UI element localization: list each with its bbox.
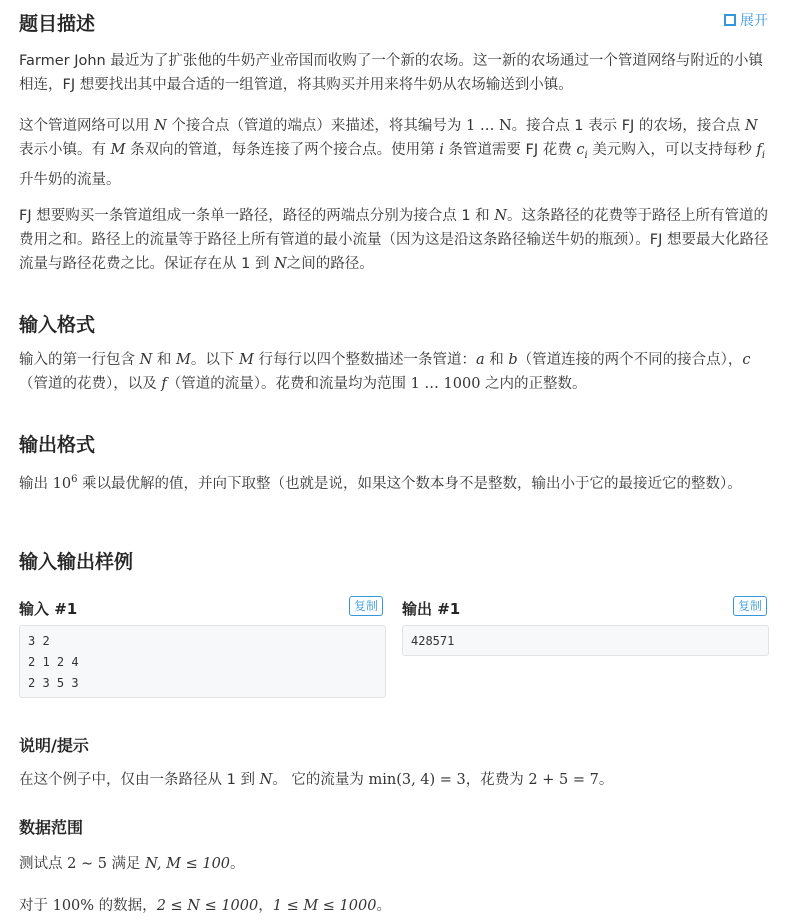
- sample-output-label: 输出 #1: [402, 600, 461, 618]
- input-format-text: 输入的第一行包含 N 和 M。以下 M 行每行以四个整数描述一条管道：a 和 b（管道连接的两个不同的接合点），c（管道的花费），以及 f（管道的流量）。花费和流量均为范围 1 … 1000 之内的正整数。: [19, 352, 751, 392]
- copy-output-button[interactable]: 复制: [733, 596, 767, 616]
- section-title-description: 题目描述: [19, 13, 96, 35]
- sample-input-label: 输入 #1: [19, 600, 78, 618]
- sample-input-line: 3 2: [28, 634, 50, 648]
- expand-icon: [724, 14, 736, 26]
- section-title-output-format: 输出格式: [19, 434, 96, 456]
- sample-input-line: 2 3 5 3: [28, 676, 79, 690]
- section-title-samples: 输入输出样例: [19, 551, 134, 573]
- section-title-hint: 说明/提示: [19, 736, 89, 755]
- range-line-2: 对于 100% 的数据，2 ≤ N ≤ 1000，1 ≤ M ≤ 1000。: [19, 898, 391, 914]
- description-paragraph-2: 这个管道网络可以用 N 个接合点（管道的端点）来描述，将其编号为 1 … N。接合点 1 表示 FJ 的农场，接合点 N 表示小镇。有 M 条双向的管道，每条连接了两个接合点。使用第 i 条管道需要 FJ 花费 $c_i$ 美元购入，可以支持每秒 $f_i$ 升牛奶的流量。: [19, 118, 766, 188]
- sample-input-box[interactable]: [19, 625, 386, 698]
- section-title-input-format: 输入格式: [19, 314, 96, 336]
- sample-input-line: 2 1 2 4: [28, 655, 79, 669]
- description-paragraph-3: FJ 想要购买一条管道组成一条单一路径，路径的两端点分别为接合点 1 和 N。这条路径的花费等于路径上所有管道的费用之和。路径上的流量等于路径上所有管道的最小流量（因为这是沿这条路径输送牛奶的瓶颈）。FJ 想要最大化路径流量与路径花费之比。保证存在从 1 到 N之间的路径。: [19, 208, 769, 272]
- output-format-text: 输出 $10^6$ 乘以最优解的值，并向下取整（也就是说，如果这个数本身不是整数，输出小于它的最接近它的整数）。: [19, 474, 742, 492]
- description-paragraph-1: Farmer John 最近为了扩张他的牛奶产业帝国而收购了一个新的农场。这一新的农场通过一个管道网络与附近的小镇相连，FJ 想要找出其中最合适的一组管道，将其购买并用来将牛奶从农场输送到小镇。: [19, 53, 763, 93]
- copy-input-button[interactable]: 复制: [349, 596, 383, 616]
- expand-label: 展开: [740, 13, 768, 29]
- hint-text: 在这个例子中，仅由一条路径从 1 到 N。 它的流量为 min(3, 4) = 3，花费为 2 + 5 = 7。: [19, 772, 614, 788]
- range-line-1: 测试点 2 ∼ 5 满足 N, M ≤ 100。: [19, 856, 245, 872]
- sample-output-box[interactable]: [402, 625, 769, 656]
- section-title-range: 数据范围: [19, 818, 84, 837]
- sample-output-line: 428571: [411, 634, 455, 648]
- expand-button[interactable]: [724, 10, 768, 30]
